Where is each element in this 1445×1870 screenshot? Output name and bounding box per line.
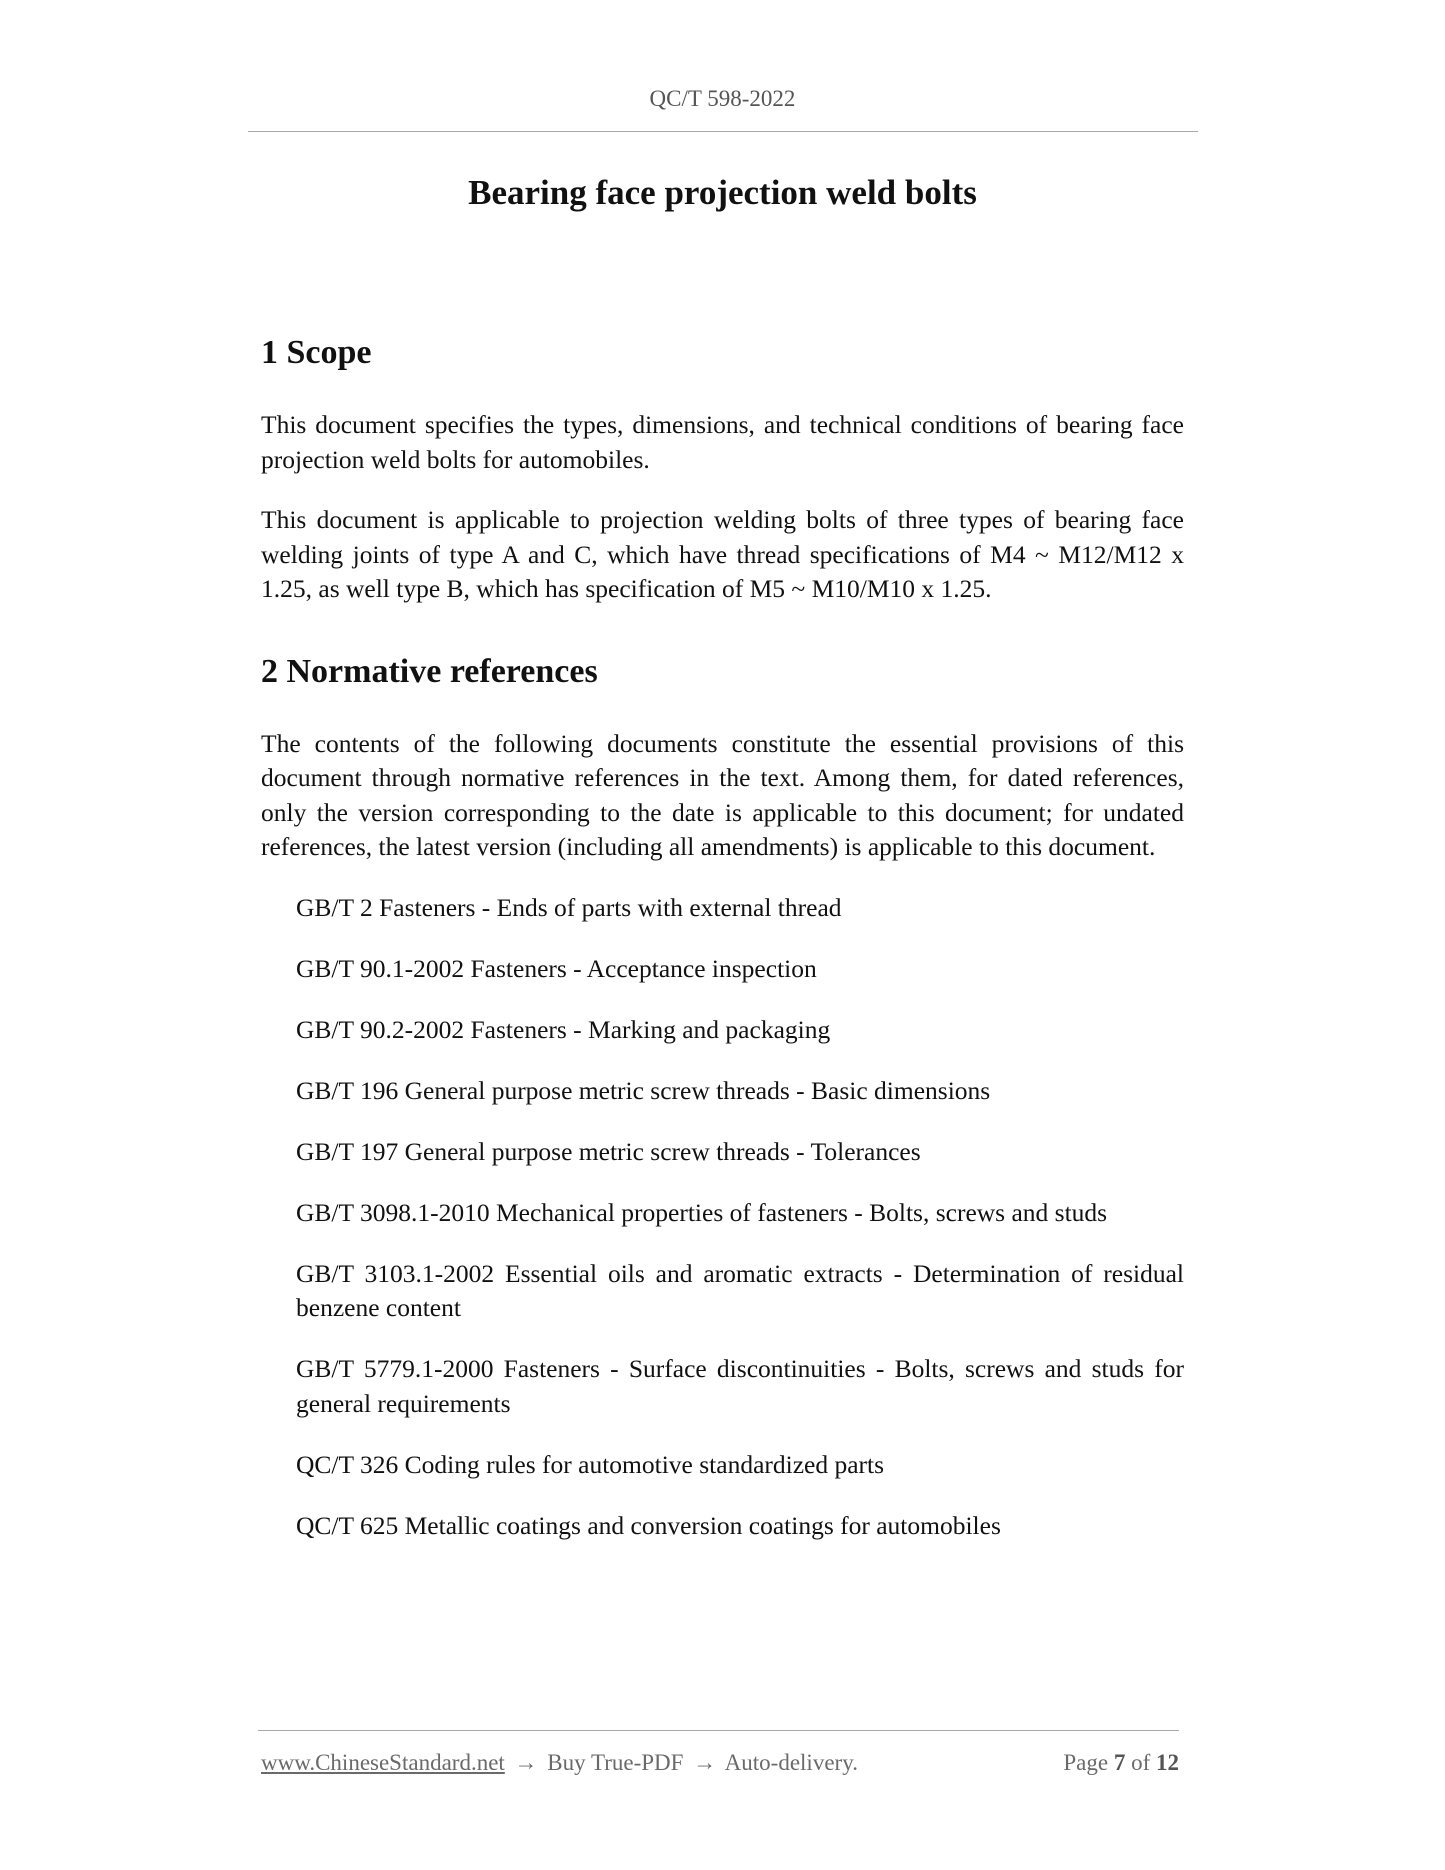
reference-item: GB/T 5779.1-2000 Fasteners - Surface discontinuities - Bolts, screws and studs for general requirements (296, 1354, 1184, 1418)
reference-item: QC/T 625 Metallic coatings and conversion coatings for automobiles (296, 1510, 1001, 1540)
page-indicator (1063, 1750, 1179, 1776)
document-body (261, 328, 1184, 1570)
reference-item: GB/T 197 General purpose metric screw threads - Tolerances (296, 1136, 921, 1166)
header-divider (248, 131, 1198, 132)
scope-paragraph: This document is applicable to projection welding bolts of three types of bearing face welding joints of type A and C, which have thread specifications of M4 ~ M12/M12 x 1.25, as well type B, which has specification of M5 ~ M10/M10 x 1.25. (261, 505, 1184, 603)
footer-divider (258, 1730, 1179, 1731)
arrow-right-icon: → (693, 1750, 717, 1775)
reference-item: GB/T 2 Fasteners - Ends of parts with external thread (296, 892, 842, 922)
standard-code-header: QC/T 598-2022 (649, 86, 796, 111)
reference-item: GB/T 3103.1-2002 Essential oils and aromatic extracts - Determination of residual benzene content (296, 1258, 1184, 1322)
footer-promo (261, 1750, 858, 1776)
reference-item: QC/T 326 Coding rules for automotive standardized parts (296, 1449, 885, 1479)
auto-delivery-text: Auto-delivery. (724, 1750, 858, 1775)
reference-item: GB/T 90.1-2002 Fasteners - Acceptance inspection (296, 953, 817, 983)
arrow-right-icon: → (514, 1750, 538, 1775)
reference-item: GB/T 90.2-2002 Fasteners - Marking and packaging (296, 1014, 831, 1044)
scope-paragraph: This document specifies the types, dimensions, and technical conditions of bearing face projection weld bolts for automobiles. (261, 410, 1184, 474)
reference-list (261, 891, 1184, 1544)
normative-references-paragraph: The contents of the following documents constitute the essential provisions of this document through normative references in the text. Among them, for dated references, only the version corresponding to the date is applicable to this document; for undated references, the latest version (including all amendments) is applicable to this document. (261, 728, 1184, 861)
section-heading-scope: 1 Scope (261, 334, 372, 371)
section-scope (261, 328, 1184, 607)
reference-item: GB/T 196 General purpose metric screw threads - Basic dimensions (296, 1075, 991, 1105)
reference-item: GB/T 3098.1-2010 Mechanical properties of fasteners - Bolts, screws and studs (296, 1197, 1108, 1227)
buy-pdf-text: Buy True-PDF (547, 1750, 684, 1775)
current-page-number: 7 (1113, 1750, 1126, 1775)
document-title: Bearing face projection weld bolts (468, 173, 977, 212)
page-of-label: of (1131, 1750, 1151, 1775)
section-normative-references (261, 647, 1184, 1544)
section-heading-normative-references: 2 Normative references (261, 652, 598, 690)
total-page-number: 12 (1156, 1750, 1179, 1775)
page-label: Page (1063, 1750, 1109, 1775)
site-link[interactable]: www.ChineseStandard.net (261, 1750, 505, 1775)
